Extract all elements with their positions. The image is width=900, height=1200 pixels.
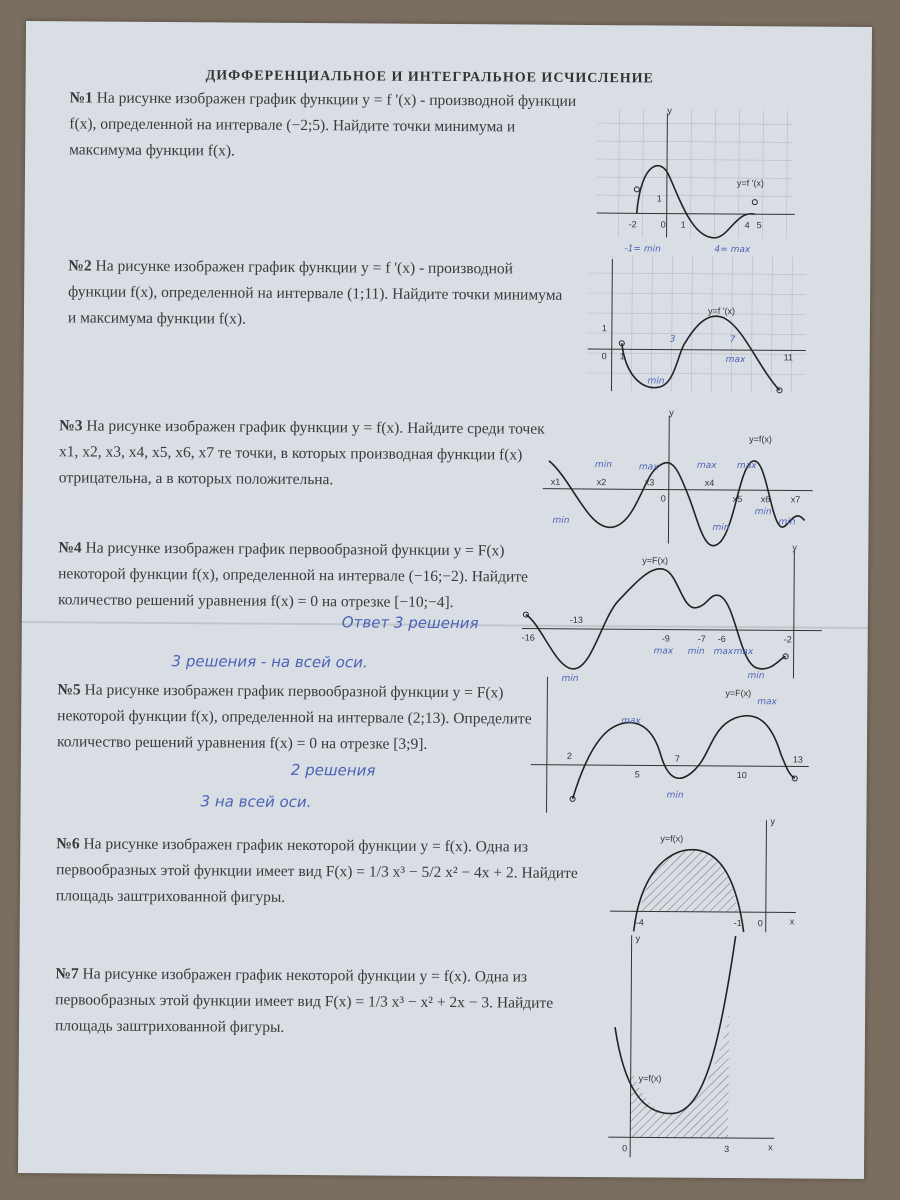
- page-title: ДИФФЕРЕНЦИАЛЬНОЕ И ИНТЕГРАЛЬНОЕ ИСЧИСЛЕНИЕ: [205, 68, 654, 87]
- handwritten-note-5: 3 на всей оси.: [200, 792, 312, 812]
- fig3-note-1: min: [552, 515, 570, 526]
- problem-3-number: №3: [59, 417, 83, 435]
- problem-5: [57, 677, 544, 758]
- fig1-func-label: y=f '(x): [736, 178, 764, 189]
- fig2-tick-0: 0: [601, 351, 607, 362]
- problem-3-text: На рисунке изображен график функции y = f(x). Найдите среди точек x1, x2, x3, x4, x5, x6, x7 те точки, в которых производная функции f(x) отрицательна, а в которых положительна.: [58, 417, 545, 489]
- fig5-tick-2: 2: [566, 750, 572, 761]
- handwritten-answer-4: Ответ 3 решения: [341, 613, 479, 633]
- figure-1-derivative-graph: [597, 105, 798, 256]
- fig7-tick-3: 3: [724, 1143, 730, 1154]
- fig6-tick-m4: -4: [635, 917, 644, 928]
- fig3-tick-x1: x1: [550, 476, 561, 487]
- fig4-note-min-1: min: [561, 673, 579, 684]
- fig3-tick-x5: x5: [732, 494, 743, 505]
- fig5-func-label: y=F(x): [725, 687, 752, 699]
- fig4-tick-m7: -7: [697, 633, 706, 644]
- fig1-note-min: -1= min: [624, 244, 661, 255]
- fig1-tick-4: 4: [744, 220, 750, 231]
- fig4-note-max-2: max: [713, 646, 734, 658]
- fig1-y-tick-1: 1: [656, 193, 662, 204]
- fig6-tick-m1: -1: [733, 918, 742, 929]
- fig7-tick-0: 0: [622, 1143, 628, 1154]
- fig3-tick-x6: x6: [760, 494, 771, 505]
- fig3-note-7: min: [778, 517, 796, 528]
- figure-5-antiderivative-graph: [531, 673, 812, 815]
- fig3-tick-0: 0: [660, 493, 666, 504]
- fig4-note-max-3: max: [733, 647, 754, 658]
- fig2-func-label: y=f '(x): [707, 305, 736, 317]
- fig3-func-label: y=f(x): [749, 434, 772, 445]
- fig4-axis-y: y: [792, 542, 797, 553]
- figure-2-derivative-graph: [587, 255, 808, 393]
- fig4-note-min-3: min: [747, 671, 765, 682]
- figure-4-antiderivative-graph: [521, 542, 822, 684]
- problem-5-number: №5: [57, 681, 81, 699]
- problem-2-text: На рисунке изображен график функции y = f '(x) - производной функции f(x), определенной на интервале (1;11). Найдите точки минимума и максимума функции f(x).: [67, 257, 563, 328]
- fig2-note-min: min: [647, 376, 665, 387]
- problem-7-number: №7: [55, 965, 79, 983]
- fig5-tick-13: 13: [792, 754, 803, 765]
- problem-2: [68, 253, 569, 334]
- figure-6-function-graph: [610, 815, 801, 932]
- fig4-tick-m13: -13: [569, 614, 583, 625]
- worksheet-page: [18, 21, 872, 1179]
- figure-3-function-graph: [542, 407, 815, 545]
- problem-7-text: На рисунке изображен график некоторой функции y = f(x). Одна из первообразных этой функции имеет вид F(x) = 1/3 x³ − x² + 2x − 3. Найдите площадь заштрихованной фигуры.: [54, 965, 554, 1036]
- fig3-tick-x2: x2: [596, 477, 607, 488]
- fig4-note-min-2: min: [687, 646, 705, 657]
- fig2-note-7: 7: [729, 334, 736, 346]
- fig2-tick-1: 1: [619, 351, 625, 362]
- fig3-tick-x3: x3: [644, 477, 655, 488]
- fig1-tick-m2: -2: [628, 219, 637, 230]
- figure-7-function-graph: [608, 931, 780, 1158]
- fig1-axis-y: y: [667, 105, 672, 116]
- problem-4-number: №4: [58, 539, 82, 557]
- fig7-func-label: y=f(x): [638, 1073, 662, 1084]
- problem-7: [55, 961, 602, 1043]
- fig5-note-min: min: [666, 790, 684, 801]
- handwritten-answer-5: 2 решения: [290, 760, 376, 780]
- fig6-shaded-area: [640, 849, 738, 912]
- fig2-note-max: max: [725, 354, 746, 366]
- fig2-y-tick-1: 1: [601, 323, 607, 334]
- fig5-tick-5: 5: [634, 769, 640, 780]
- fig3-tick-x7: x7: [790, 494, 801, 505]
- fig4-tick-m16: -16: [521, 632, 535, 643]
- fig3-note-2: min: [594, 460, 612, 471]
- fig5-tick-7: 7: [674, 753, 680, 764]
- fig4-func-label: y=F(x): [642, 555, 669, 566]
- fig7-axis-y: y: [635, 933, 641, 944]
- fig3-note-8: min: [712, 522, 730, 533]
- fig6-axis-x: x: [789, 916, 795, 927]
- fig3-note-4: max: [696, 460, 717, 471]
- fig1-note-max: 4= max: [714, 244, 751, 256]
- fig3-note-3: max: [638, 462, 659, 473]
- fig4-tick-m6: -6: [717, 633, 726, 644]
- fig2-tick-11: 11: [783, 352, 794, 363]
- problem-4: [58, 535, 529, 616]
- fig6-axis-y: y: [770, 816, 775, 827]
- problem-3: [59, 413, 546, 494]
- problem-1-number: №1: [69, 89, 93, 107]
- fig3-tick-x4: x4: [704, 477, 715, 488]
- fig3-note-5: max: [736, 461, 757, 472]
- problem-6-number: №6: [56, 835, 80, 853]
- fig1-tick-5: 5: [756, 220, 762, 231]
- problem-5-text: На рисунке изображен график первообразной функции y = F(x) некоторой функции f(x), определенной на интервале (2;13). Определите количество решений уравнения f(x) = 0 на отрезке [3;9].: [56, 681, 532, 753]
- problem-1: [69, 85, 590, 167]
- fig6-func-label: y=f(x): [660, 833, 684, 844]
- fig4-tick-m9: -9: [661, 633, 670, 644]
- fig1-tick-0: 0: [660, 219, 666, 230]
- fig3-note-6: min: [754, 507, 772, 518]
- problem-1-text: На рисунке изображен график функции y = f '(x) - производной функции f(x), определенной на интервале (−2;5). Найдите точки минимума и максимума функции f(x).: [69, 89, 577, 160]
- fig6-tick-0: 0: [757, 918, 763, 929]
- fig5-note-max-1: max: [621, 716, 641, 727]
- fig5-tick-10: 10: [736, 770, 747, 781]
- problem-6: [56, 831, 603, 913]
- problem-2-number: №2: [68, 257, 92, 275]
- problem-6-text: На рисунке изображен график некоторой функции y = f(x). Одна из первообразных этой функции имеет вид F(x) = 1/3 x³ − 5/2 x² − 4x + 2. Найдите площадь заштрихованной фигуры.: [55, 835, 578, 906]
- fig7-axis-x: x: [768, 1142, 773, 1153]
- fig1-tick-1: 1: [680, 219, 686, 230]
- handwritten-note-4: 3 решения - на всей оси.: [171, 652, 368, 672]
- problem-4-text: На рисунке изображен график первообразной функции y = F(x) некоторой функции f(x), определенной на интервале (−16;−2). Найдите количество решений уравнения f(x) = 0 на отрезке [−10;−4].: [57, 539, 529, 612]
- fig5-note-max-2: max: [757, 697, 777, 708]
- fig2-note-3: 3: [669, 334, 676, 345]
- fig3-axis-y: y: [669, 407, 674, 418]
- fig4-tick-m2: -2: [783, 634, 792, 645]
- fig4-note-max-1: max: [653, 646, 674, 657]
